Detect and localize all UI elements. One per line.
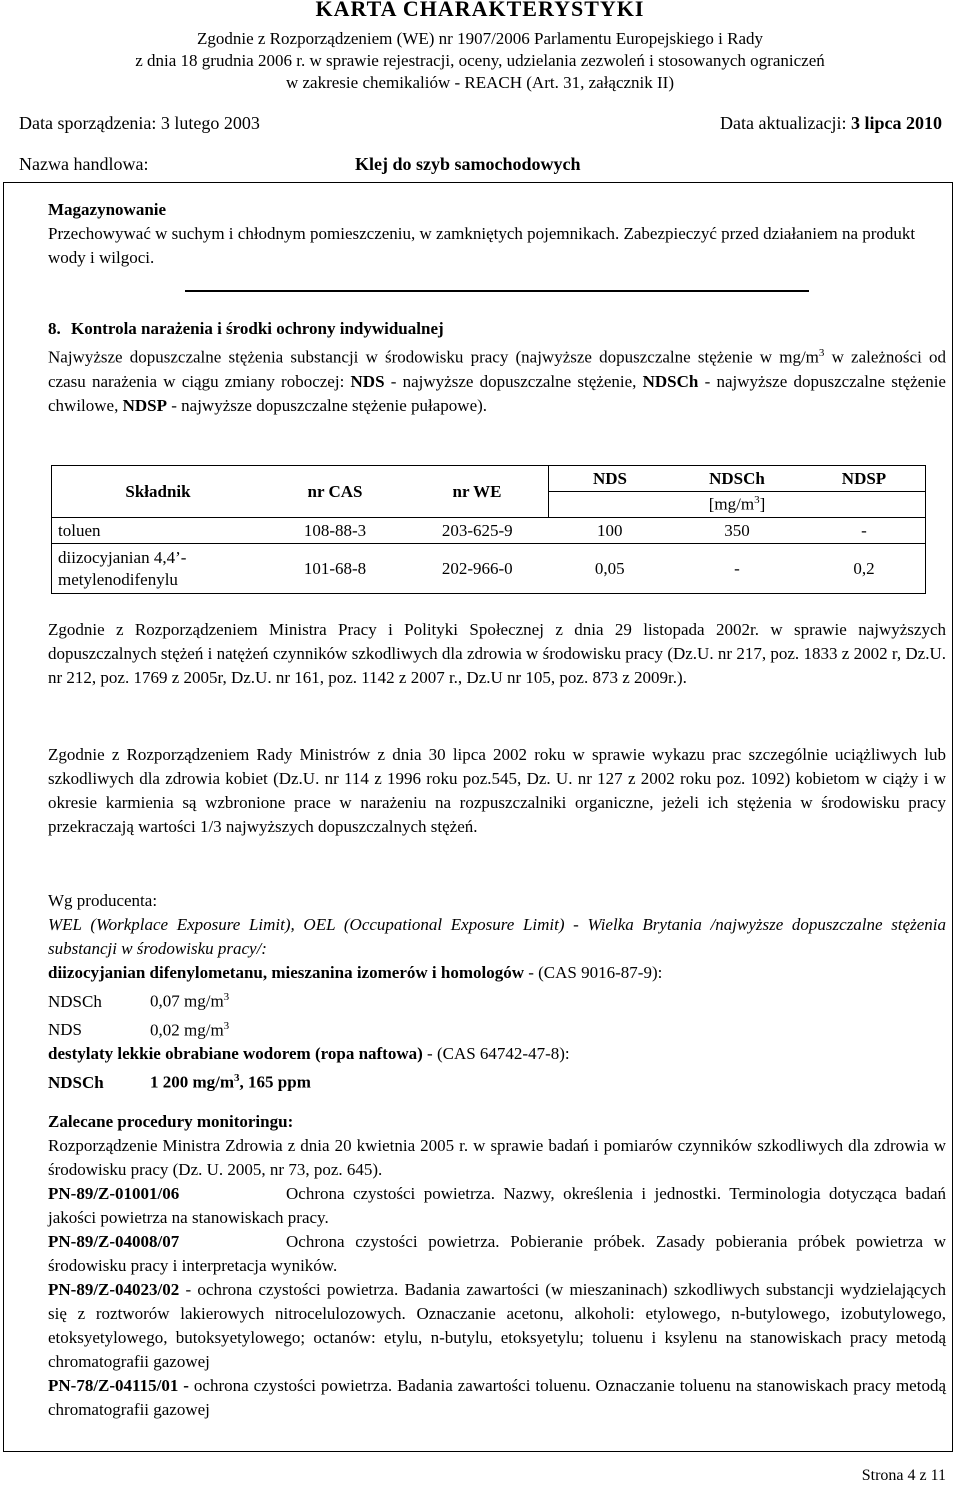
document-header [0, 0, 960, 94]
row-2-name-line-1: diizocyjanian 4,4’- [58, 547, 187, 567]
unit-text-b: ] [759, 494, 766, 514]
ndsch-value: 0,07 mg/m [150, 991, 224, 1011]
intro-text-d: - najwyższe dopuszczalne stężenie chwilowe, [48, 371, 946, 415]
section-8-intro [48, 341, 946, 418]
trade-name-value: Klej do szyb samochodowych [355, 154, 581, 174]
col-header-ndsp: NDSP [803, 466, 926, 492]
ndsch-label: NDSCh [48, 991, 102, 1011]
nds-value: 0,02 mg/m [150, 1020, 224, 1040]
row-2-we: 202-966-0 [406, 544, 549, 594]
unit-superscript: 3 [754, 494, 760, 507]
producer-substance-2 [48, 1042, 946, 1066]
row-1-we: 203-625-9 [406, 518, 549, 544]
standard-4-code: PN-78/Z-04115/01 - [48, 1376, 189, 1395]
regulation-line-1: Zgodnie z Rozporządzeniem (WE) nr 1907/2006 Parlamentu Europejskiego i Rady [196, 29, 764, 48]
row-2-cas: 101-68-8 [264, 544, 406, 594]
producer-ndsch-row [48, 985, 946, 1014]
update-date [720, 113, 942, 134]
standard-item [48, 1182, 946, 1230]
col-header-component: Składnik [52, 466, 265, 518]
intro-text-b: w zależności od czasu narażenia w ciągu zmiany roboczej: [48, 347, 946, 391]
trade-name-label: Nazwa handlowa: [19, 154, 149, 174]
separator-line [185, 290, 809, 292]
row-1-ndsp: - [803, 518, 926, 544]
intro-text-a: Najwyższe dopuszczalne stężenia substancji w środowisku pracy (najwyższe dopuszczalne stężenie w mg/m [48, 347, 819, 367]
col-header-nds: NDS [549, 466, 672, 492]
substance-2-name: destylaty lekkie obrabiane wodorem (ropa naftowa) [48, 1044, 423, 1064]
monitoring-text: Rozporządzenie Ministra Zdrowia z dnia 20 kwietnia 2005 r. w sprawie badań i pomiarów czynników szkodliwych dla zdrowia w środowisku pracy (Dz. U. 2005, nr 73, poz. 645). [48, 1136, 946, 1179]
creation-date: Data sporządzenia: 3 lutego 2003 [19, 113, 260, 133]
producer-label: Wg producenta: [48, 891, 158, 910]
unit-text-a: [mg/m [708, 494, 755, 514]
standard-item [48, 1230, 946, 1278]
storage-heading: Magazynowanie [48, 200, 167, 219]
row-1-nds: 100 [549, 518, 672, 544]
document-title: KARTA CHARAKTERYSTYKI [315, 0, 645, 18]
standard-1-text: Ochrona czystości powietrza. Nazwy, określenia i jednostki. Terminologia dotycząca badań jakości powietrza na stanowiskach pracy. [48, 1184, 946, 1227]
substance-1-cas: - (CAS 9016-87-9): [523, 963, 663, 982]
intro-ndsp: NDSP [122, 395, 167, 415]
ndsch2-superscript: 3 [234, 1072, 240, 1085]
ndsch2-value: 1 200 mg/m [150, 1072, 235, 1092]
monitoring-section [48, 1110, 946, 1422]
regulation-line-2: z dnia 18 grudnia 2006 r. w sprawie rejestracji, oceny, udzielania zezwoleń i stosowanych ograniczeń [135, 51, 825, 70]
exposure-limits-table [51, 465, 926, 594]
unit-cell [549, 492, 926, 518]
table-row [52, 518, 926, 544]
monitoring-heading: Zalecane procedury monitoringu: [48, 1112, 294, 1131]
row-1-ndsch: 350 [671, 518, 803, 544]
storage-text: Przechowywać w suchym i chłodnym pomieszczeniu, w zamkniętych pojemnikach. Zabezpieczyć przed działaniem na produkt wody i wilgoci. [48, 224, 916, 267]
regulation-paragraph-1: Zgodnie z Rozporządzeniem Ministra Pracy i Polityki Społecznej z dnia 29 listopada 2002r. w sprawie najwyższych dopuszczalnych stężeń i natężeń czynników szkodliwych dla zdrowia w środowisku pracy (Dz.U. nr 217, poz. 1833 z 2002 r, Dz.U. nr 212, poz. 1769 z 2005r, Dz.U. nr 161, poz. 1142 z 2007 r., Dz.U nr 105, poz. 873 z 2009r.). [48, 620, 946, 687]
section-title: Kontrola narażenia i środki ochrony indywidualnej [71, 319, 444, 338]
row-1-cas: 108-88-3 [264, 518, 406, 544]
col-header-we: nr WE [406, 466, 549, 518]
standard-2-code: PN-89/Z-04008/07 [48, 1232, 180, 1251]
col-header-ndsch: NDSCh [671, 466, 803, 492]
storage-section [48, 198, 946, 270]
row-1-name: toluen [52, 518, 265, 544]
intro-text-e: - najwyższe dopuszczalne stężenie pułapowe). [167, 395, 488, 415]
row-2-ndsch: - [671, 544, 803, 594]
section-8-heading [48, 317, 946, 341]
standard-4-text: ochrona czystości powietrza. Badania zawartości toluenu. Oznaczanie toluenu na stanowiskach pracy metodą chromatografii gazowej [48, 1376, 946, 1419]
update-date-label: Data aktualizacji: [720, 113, 847, 133]
section-8 [48, 317, 946, 418]
standard-2-text: Ochrona czystości powietrza. Pobieranie próbek. Zasady pobierania próbek powietrza w środowisku pracy i interpretacja wyników. [48, 1232, 946, 1275]
intro-ndsch: NDSCh [642, 371, 699, 391]
row-2-ndsp: 0,2 [803, 544, 926, 594]
ndsch-superscript: 3 [223, 991, 230, 1003]
producer-ndsch2-row [48, 1066, 946, 1095]
intro-text-c: - najwyższe dopuszczalne stężenie, [384, 371, 643, 391]
row-2-name [52, 544, 265, 594]
section-number: 8. [48, 319, 61, 338]
standard-3-text: - ochrona czystości powietrza. Badania zawartości (w mieszaninach) szkodliwych substancji wydzielających się z roztworów lakierowych nitrocelulozowych. Oznaczanie acetonu, alkoholi: etylowego, n-butylowego, izobutylowego, etoksyetylowego, butoksyetylowego; octanów: etylu, n-butylu, etoksyetylu; toluenu i ksylenu na stanowiskach pracy metodą chromatografii gazowej [48, 1280, 946, 1371]
row-2-name-line-2: metylenodifenylu [58, 569, 178, 589]
nds-label: NDS [48, 1020, 83, 1040]
intro-nds: NDS [350, 371, 385, 391]
update-date-value: 3 lipca 2010 [850, 113, 942, 133]
producer-nds-row [48, 1014, 946, 1043]
substance-2-cas: - (CAS 64742-47-8): [422, 1044, 570, 1064]
producer-substance-1 [48, 961, 946, 985]
producer-section [48, 889, 946, 1095]
page-number: Strona 4 z 11 [861, 1467, 946, 1484]
ndsch2-ppm: , 165 ppm [239, 1072, 311, 1092]
table-row [52, 544, 926, 594]
ndsch2-label: NDSCh [48, 1072, 104, 1092]
producer-wel: WEL (Workplace Exposure Limit), OEL (Occupational Exposure Limit) - Wielka Brytania /najwyższe dopuszczalne stężenia substancji w środowisku pracy/: [48, 915, 946, 958]
substance-1-name: diizocyjanian difenylometanu, mieszanina izomerów i homologów [48, 963, 524, 982]
regulation-line-3: w zakresie chemikaliów - REACH (Art. 31, załącznik II) [285, 73, 675, 92]
col-header-cas: nr CAS [264, 466, 406, 518]
standard-item [48, 1278, 946, 1374]
row-2-nds: 0,05 [549, 544, 672, 594]
standard-item [48, 1374, 946, 1422]
intro-superscript: 3 [818, 347, 825, 359]
standard-1-code: PN-89/Z-01001/06 [48, 1184, 180, 1203]
regulation-paragraph-2: Zgodnie z Rozporządzeniem Rady Ministrów z dnia 30 lipca 2002 roku w sprawie wykazu prac szczególnie uciążliwych lub szkodliwych dla zdrowia kobiet (Dz.U. nr 114 z 1996 roku poz.545, Dz. U. nr 127 z 2002 roku poz. 1092) kobietom w ciąży i w okresie karmienia są wzbronione prace w narażeniu na rozpuszczalniki organiczne, jeżeli ich stężenia w środowisku pracy przekraczają wartości 1/3 najwyższych dopuszczalnych stężeń. [48, 745, 946, 836]
standard-3-code: PN-89/Z-04023/02 [48, 1280, 180, 1299]
nds-superscript: 3 [223, 1019, 230, 1032]
